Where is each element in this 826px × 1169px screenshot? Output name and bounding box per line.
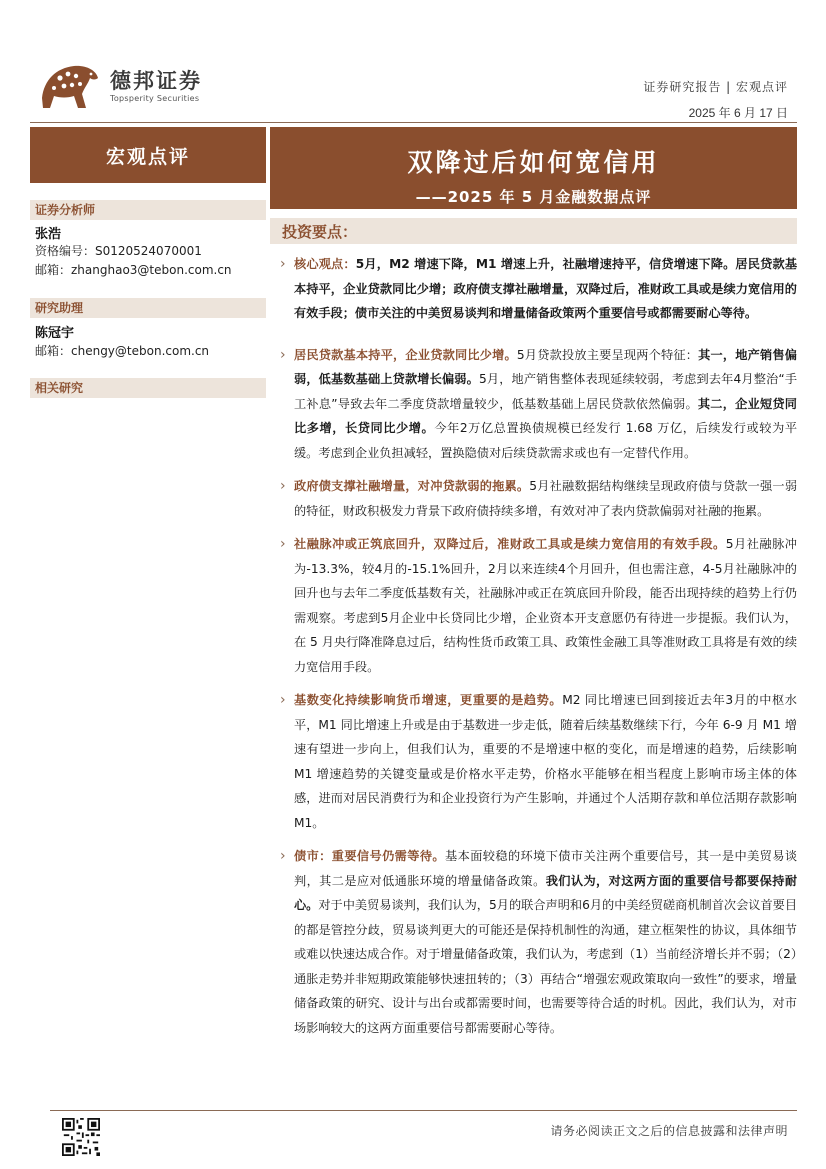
assistant-name: 陈冠宇 — [35, 326, 75, 341]
investment-point — [280, 688, 797, 835]
analyst-email[interactable]: 邮箱：zhanghao3@tebon.com.cn — [35, 263, 232, 277]
analyst-name: 张浩 — [35, 227, 62, 242]
point-text: M2 同比增速已回到接近去年3月的中枢水平，M1 同比增速上升或是由于基数进一步走低，随着后续基数继续下行，今年 6-9 月 M1 增速有望进一步向上，但我们认为，重要的不是增速中枢的变化，而是增速的趋势，后续影响 M1 增速趋势的关键变量或是价格水平走势，价格水平能够在相当程度上影响市场主体的体感，进而对居民消费行为和企业投资行为产生影响，并通过个人活期存款和单位活期存款影响 M1。 — [294, 693, 797, 830]
investment-point — [280, 474, 797, 523]
report-subtitle: ——2025 年 5 月金融数据点评 — [415, 188, 652, 206]
assistant-section-head: 研究助理 — [30, 298, 266, 318]
point-text: 今年2万亿总置换债规模已经发行 1.68 万亿，后续发行或较为平缓。考虑到企业负担减轻，置换隐债对后续贷款需求或也有一定替代作用。 — [294, 421, 798, 460]
analyst-certificate: 资格编号：S0120524070001 — [35, 244, 202, 258]
point-emphasis: 我们认为，对这两方面的重要信号都要保持耐心。 — [294, 873, 798, 912]
point-text: 5月贷款投放主要呈现两个特征： — [516, 347, 699, 362]
point-text: 对于中美贸易谈判，我们认为，5月的联合声明和6月的中美经贸磋商机制首次会议首要目的都是管控分歧，贸易谈判更大的可能还是保持机制性的沟通，建立框架性的协议，具体细节或难以快速达成合作。对于增量储备政策，我们认为，考虑到（1）当前经济增长并不弱；（2）通胀走势并非短期政策能够快速扭转的；（3）再结合“增强宏观政策取向一致性”的要求，增量储备政策的研究、设计与出台或都需要时间，也需要等待合适的时机。因此，我们认为，对市场影响较大的这两方面重要信号都需要耐心等待。 — [294, 898, 798, 1035]
point-heading: 债市：重要信号仍需等待。 — [294, 849, 446, 863]
company-logo — [38, 58, 202, 114]
analyst-section-head: 证券分析师 — [30, 200, 266, 220]
point-heading: 政府债支撑社融增量，对冲贷款弱的拖累。 — [294, 479, 530, 493]
point-text: 基本面较稳的环境下债市关注两个重要信号，其一是中美贸易谈判，其二是应对低通胀环境的增量储备政策。 — [294, 849, 798, 888]
footer-divider — [50, 1110, 797, 1111]
point-emphasis: 5月，M2 增速下降，M1 增速上升，社融增速持平，信贷增速下降。居民贷款基本持平，企业贷款同比少增；政府债支撑社融增量，双降过后，准财政工具或是续力宽信用的有效手段；债市关注的中美贸易谈判和增量储备政策两个重要信号或都需要耐心等待。 — [294, 257, 798, 320]
logo-chinese-name: 德邦证券 — [110, 69, 202, 93]
header-divider — [30, 122, 797, 123]
qr-code-icon — [62, 1118, 100, 1156]
investment-point — [280, 343, 797, 466]
leopard-logo-icon — [38, 58, 102, 114]
logo-english-name: Topsperity Securities — [110, 94, 200, 103]
investment-points-head — [270, 218, 797, 244]
disclaimer-notice: 请务必阅读正文之后的信息披露和法律声明 — [550, 1124, 788, 1138]
report-date: 2025 年 6 月 17 日 — [688, 106, 788, 120]
assistant-email[interactable]: 邮箱：chengy@tebon.com.cn — [35, 344, 210, 358]
report-type: 证券研究报告 | 宏观点评 — [643, 80, 788, 94]
investment-point — [280, 844, 797, 1040]
investment-point — [280, 252, 797, 326]
point-heading: 居民贷款基本持平，企业贷款同比少增。 — [294, 347, 517, 362]
point-emphasis: 其二，企业短贷同比多增，长贷同比少增。 — [294, 396, 797, 435]
point-text: 5月社融脉冲为-13.3%，较4月的-15.1%回升，2月以来连续4个月回升，但也需注意，4-5月社融脉冲的回升也与去年二季度低基数有关，社融脉冲或正在筑底回升阶段，能否出现持续的趋势上行仍需观察。考虑到5月企业中长贷同比少增，企业资本开支意愿仍有待进一步提振。我们认为，在 5 月央行降准降息过后，结构性货币政策工具、政策性金融工具等准财政工具将是有效的续力宽信用手段。 — [294, 537, 798, 674]
related-research-head: 相关研究 — [30, 378, 266, 398]
point-text: 5月，地产销售整体表现延续较弱，考虑到去年4月整治“手工补息”导致去年二季度贷款增量较少，低基数基础上居民贷款依然偏弱。 — [294, 372, 798, 411]
investment-points-list — [280, 252, 797, 1040]
point-emphasis: 其一，地产销售偏弱，低基数基础上贷款增长偏弱。 — [294, 347, 797, 386]
category-band: 宏观点评 — [30, 127, 266, 183]
point-heading: 基数变化持续影响货币增速，更重要的是趋势。 — [294, 693, 563, 707]
point-heading: 核心观点： — [294, 257, 356, 271]
point-heading: 社融脉冲或正筑底回升，双降过后，准财政工具或是续力宽信用的有效手段。 — [294, 537, 726, 551]
report-title: 双降过后如何宽信用 — [407, 148, 660, 177]
title-band — [270, 127, 797, 209]
report-meta — [643, 78, 788, 121]
investment-point — [280, 532, 797, 679]
point-text: 5月社融数据结构继续呈现政府债与贷款一强一弱的特征，财政积极发力背景下政府债持续多增，有效对冲了表内贷款偏弱对社融的拖累。 — [294, 479, 798, 518]
investment-points-title: 投资要点： — [282, 223, 358, 241]
